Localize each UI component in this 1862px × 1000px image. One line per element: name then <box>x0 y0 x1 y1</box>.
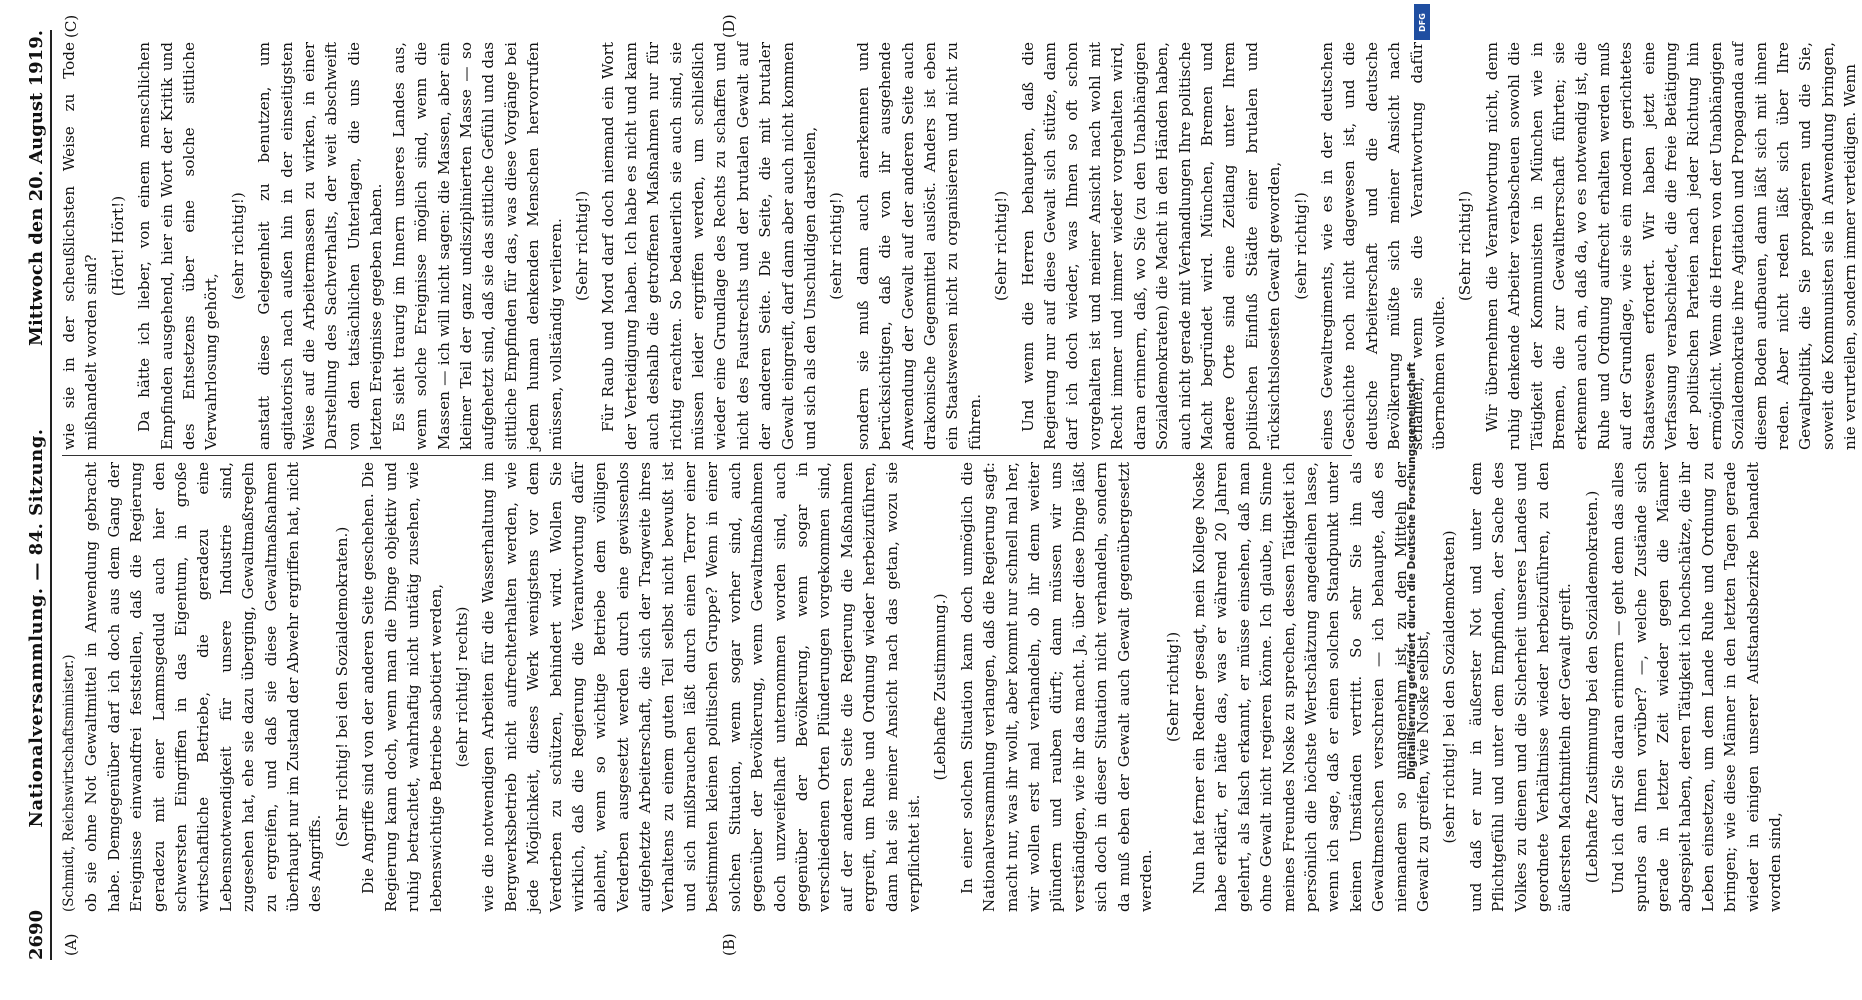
paragraph: Wir übernehmen die Verantwortung nicht, denn ruhig denkende Arbeiter verabscheuen sowohl die Tätigkeit der Kommunisten in München wie in Bremen, die zur Gewaltherrschaft führten; sie erkennen auch an, daß da, wo es notwendig ist, die Ruhe und Ordnung aufrecht erhalten werden muß auf der Grundlage, wie sie ein modern gerichtetes Staatswesen erfordert. Wir haben jetzt eine Verfassung verabschiedet, die die freie Betätigung der politischen Parteien nach jeder Richtung hin ermöglicht. Wenn die Herren von der Unabhängigen Sozialdemokratie ihre Agitation und Propaganda auf diesem Boden aufbauen, dann läßt sich mit ihnen reden. Aber nicht reden läßt sich über Ihre Gewaltpolitik, die Sie propagieren und die Sie, soweit die Kommunisten sie in Anwendung bringen, nie verurteilen, sondern immer verteidigen. Wenn <box>1482 42 1860 450</box>
dfg-logo-text: DFG <box>1417 12 1427 32</box>
interjection: (Sehr richtig! bei den Sozialdemokraten.) <box>332 526 351 848</box>
interjection: (sehr richtig! bei den Sozialdemokraten) <box>1440 530 1459 844</box>
interjection: (sehr richtig!) <box>1291 192 1310 300</box>
paragraph: wie sie in der scheußlichsten Weise zu Tode mißhandelt worden sind? <box>60 42 101 450</box>
paragraph: sondern sie muß dann auch anerkennen und berücksichtigen, daß die von ihr ausgehende Anwendung der Gewalt auf der anderen Seite auch drakonische Gegenmittel auslöst. Anders ist eben ein Staatswesen nicht zu organisieren und nicht zu führen. <box>853 42 984 450</box>
interjection: (sehr richtig!) <box>228 192 247 300</box>
interjection: (Lebhafte Zustimmung.) <box>931 593 950 781</box>
margin-marker-b: (B) <box>720 933 738 956</box>
paragraph: Für Raub und Mord darf doch niemand ein Wort der Verteidigung haben. Ich habe es nicht und kann auch deshalb die getroffenen Maßnahmen nur für richtig erachten. So bedauerlich sie auch sind, sie müssen leider ergriffen werden, um schließlich wieder eine Grundlage des Rechts zu schaffen und nicht des Faustrechts und der brutalen Gewalt auf der anderen Seite. Die Seite, die mit brutaler Gewalt eingreift, darf dann aber auch nicht kommen und sich als den Unschuldigen darstellen, <box>599 42 819 450</box>
paragraph: Nun hat ferner ein Redner gesagt, mein Kollege Noske habe erklärt, er hätte das, was er während 20 Jahren gelehrt, als falsch erkannt, er müsse einsehen, daß man ohne Gewalt nicht regieren könne. Ich glaube, im Sinne meines Freundes Noske zu sprechen, dessen Tätigkeit ich persönlich die höchste Wertschätzung angedeihen lasse, wenn ich sage, daß er einen solchen Standpunkt unter keinen Umständen vertritt. So sehr Sie ihn als Gewaltmenschen verschreien — ich behaupte, daß es niemandem so unangenehm ist, zu den Mitteln der Gewalt zu greifen, wie Noske selbst, <box>1189 462 1432 912</box>
interjection: (Sehr richtig!) <box>1163 631 1182 743</box>
paragraph: In einer solchen Situation kann doch unmöglich die Nationalversammlung verlangen, daß die Regierung sagt: macht nur, was ihr wollt, aber kommt nur schnell mal her, wir wollen erst mal verhandeln, ob ihr denn weiter plündern und rauben dürft; dann müssen wir uns verständigen, wie ihr das macht. Ja, über diese Dinge läßt sich doch in dieser Situation nicht verhandeln, sondern da muß eben der Gewalt auch Gewalt gegenübergesetzt werden. <box>957 462 1156 912</box>
digitization-note: Digitalisierung gefördert durch die Deutsche Forschungsgemeinschaft <box>1406 362 1418 780</box>
right-column <box>58 42 1860 450</box>
session-date: Mittwoch den 20. August 1919. <box>25 30 47 346</box>
paragraph: Und wenn die Herren behaupten, daß die Regierung nur auf diese Gewalt sich stütze, dann darf ich doch wieder, was Ihnen so oft schon vorgehalten ist und meiner Ansicht nach wohl mit Recht immer und immer wieder vorgehalten wird, daran erinnern, daß, wo Sie (zu den Unabhängigen Sozialdemokraten) die Macht in den Händen haben, auch nicht gerade mit Verhandlungen Ihre politische Macht begründet wird. München, Bremen und andere Orte sind eine Zeitlang unter Ihrem politischen Einfluß Städte einer brutalen und rücksichtslosesten Gewalt geworden, <box>1018 42 1284 450</box>
interjection: (Sehr richtig!) <box>1456 190 1475 302</box>
margin-marker-a: (A) <box>62 933 80 956</box>
interjection: (sehr richtig!) <box>827 192 846 300</box>
digitization-sidebar <box>1402 0 1428 1000</box>
page-header <box>22 30 52 960</box>
interjection: (Hört! Hört!) <box>108 195 127 297</box>
paragraph: ob sie ohne Not Gewaltmittel in Anwendung gebracht habe. Demgegenüber darf ich doch aus dem Gang der Ereignisse einwandfrei feststellen, daß die Regierung geradezu mit einer Lammsgeduld auch hier den schwersten Eingriffen in das Eigentum, in große wirtschaftliche Betriebe, die geradezu eine Lebensnotwendigkeit für unsere Industrie sind, zugesehen hat, ehe sie dazu überging, Gewaltmaßregeln zu ergreifen, und daß sie diese Gewaltmaßnahmen überhaupt nur im Zustand der Abwehr ergriffen hat, nicht des Angriffs. <box>82 462 325 912</box>
margin-marker-d: (D) <box>720 14 738 38</box>
paragraph: Es sieht traurig im Innern unseres Landes aus, wenn solche Ereignisse möglich sind, wenn die Massen — ich will nicht sagen: die Massen, aber ein kleiner Teil der ganz undisziplinierten Masse — so aufgehetzt sind, daß sie das sittliche Gefühl und das sittliche Empfinden für das, was diese Vorgänge bei jedem human denkenden Menschen hervorrufen müssen, vollständig verlieren. <box>389 42 565 450</box>
paragraph: eines Gewaltregiments, wie es in der deutschen Geschichte noch nicht dagewesen ist, und die deutsche Arbeiterschaft und die deutsche Bevölkerung müßte sich meiner Ansicht nach schämen, wenn sie die Verantwortung dafür übernehmen wollte. <box>1317 42 1448 450</box>
paragraph: Und ich darf Sie daran erinnern — geht denn das alles spurlos an Ihnen vorüber? —, welche Zustände sich gerade in letzter Zeit wieder gegen die Männer abgespielt haben, deren Tätigkeit ich hochschätze, die ihr Leben einsetzen, um dem Lande Ruhe und Ordnung zu bringen; wie diese Männer in den letzten Tagen gerade wieder in einigen unserer Aufstandsbezirke behandelt worden sind, <box>1609 462 1785 912</box>
interjection: (Lebhafte Zustimmung bei den Sozialdemokraten.) <box>1582 490 1601 884</box>
paragraph: Da hätte ich lieber, von einem menschlichen Empfinden ausgehend, hier ein Wort der Kritik und des Entsetzens über eine solche sittliche Verwahrlosung gehört, <box>135 42 221 450</box>
speaker-line: (Schmidt, Reichswirtschaftsminister.) <box>61 654 77 912</box>
paragraph: anstatt diese Gelegenheit zu benutzen, um agitatorisch nach außen hin in der einseitigsten Weise auf die Arbeitermassen zu wirken, in einer Darstellung des Sachverhalts, der weit abschweift von den tatsächlichen Unterlagen, die uns die letzten Ereignisse gegeben haben. <box>255 42 386 450</box>
paragraph: und daß er nur in äußerster Not und unter dem Pflichtgefühl und unter dem Empfinden, der Sache des Volkes zu dienen und die Sicherheit unseres Landes und geordnete Verhältnisse wieder herbeizuführen, zu den äußersten Machtmitteln der Gewalt greift. <box>1466 462 1575 912</box>
interjection: (Sehr richtig!) <box>572 190 591 302</box>
paragraph: Die Angriffe sind von der anderen Seite geschehen. Die Regierung kann doch, wenn man die Dinge objektiv und ruhig betrachtet, wahrhaftig nicht untätig zusehen, wie lebenswichtige Betriebe sabotiert werden, <box>359 462 445 912</box>
paragraph: wie die notwendigen Arbeiten für die Wasserhaltung im Bergwerksbetrieb nicht aufrechterhalten werden, wie jede Möglichkeit, dieses Werk wenigstens vor dem Verderben zu schützen, behindert wird. Wollen Sie wirklich, daß die Regierung die Verantwortung dafür ablehnt, wenn so wichtige Betriebe dem völligen Verderben ausgesetzt werden durch eine gewissenlos aufgehetzte Arbeiterschaft, die sich der Tragweite ihres Verhaltens zu einem guten Teil selbst nicht bewußt ist und sich mißbrauchen läßt durch einen Terror einer bestimmten kleinen politischen Gruppe? Wenn in einer solchen Situation, wenn sogar vorher sind, auch gegenüber der Bevölkerung, wenn Gewaltmaßnahmen doch unzweifelhaft unternommen worden sind, auch gegenüber der Bevölkerung, wenn sogar in verschiedenen Orten Plünderungen vorgekommen sind, auf der anderen Seite die Regierung die Maßnahmen ergreift, um Ruhe und Ordnung wieder herbeizuführen, dann hat sie meiner Ansicht nach das getan, wozu sie verpflichtet ist. <box>479 462 924 912</box>
interjection: (sehr richtig! rechts) <box>452 606 471 768</box>
margin-marker-c: (C) <box>62 14 80 38</box>
column-divider <box>62 455 1352 456</box>
session-title: Nationalversammlung. — 84. Sitzung. <box>25 428 47 828</box>
interjection: (Sehr richtig!) <box>992 190 1011 302</box>
dfg-logo <box>1414 4 1430 40</box>
page-number: 2690 <box>25 909 47 960</box>
